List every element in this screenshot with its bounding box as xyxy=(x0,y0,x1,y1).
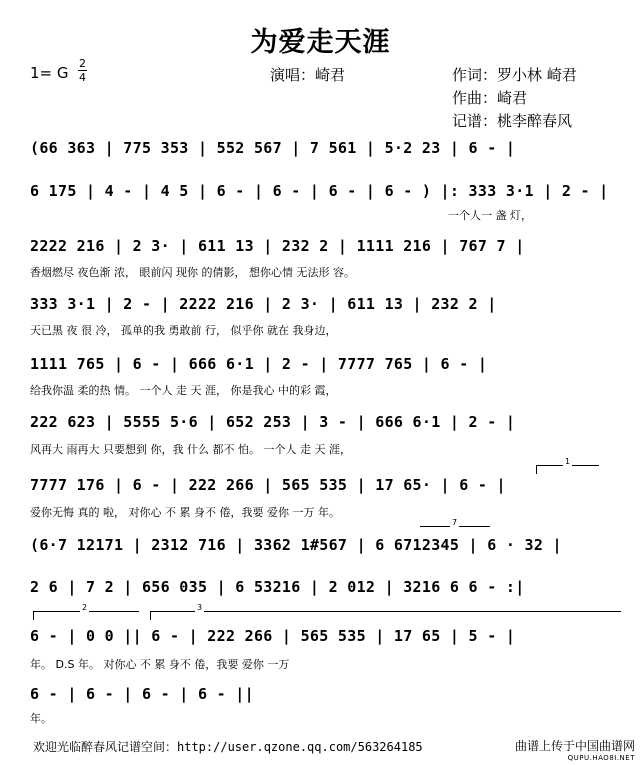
lyric-row-11: 年。 xyxy=(30,712,52,725)
volta-7 xyxy=(420,518,490,535)
volta-label: 1 xyxy=(565,457,571,466)
score-row-2: 6 175 | 4 - | 4 5 | 6 - | 6 - | 6 - | 6 - ) |: 333 3·1 | 2 - | xyxy=(30,182,609,200)
watermark-line2: QUPU.HAO8I.NET xyxy=(567,754,635,762)
time-signature xyxy=(78,58,87,83)
lyric-row-4: 天已黑 夜 很 冷， 孤单的我 勇敢前 行， 似乎你 就在 我身边， xyxy=(30,324,337,337)
volta-label: 7 xyxy=(452,518,458,527)
watermark-line1: 曲谱上传于中国曲谱网 xyxy=(514,739,635,753)
singer-credit: 演唱：崎君 xyxy=(270,66,346,84)
volta-2 xyxy=(33,603,139,620)
volta-1 xyxy=(536,457,599,474)
footer-text: 欢迎光临醉春风记谱空间：http://user.qzone.qq.com/563264185 xyxy=(33,740,423,754)
lyric-row-5: 给我你温 柔的热 情。 一个人 走 天 涯， 你是我心 中的彩 霞， xyxy=(30,384,337,397)
lyric-row-7: 爱你无悔 真的 啦， 对你心 不 累 身不 倦，我要 爱你 一万 年。 xyxy=(30,506,340,519)
score-row-1: (66 363 | 775 353 | 552 567 | 7 561 | 5·2 23 | 6 - | xyxy=(30,139,516,157)
lyricist-credit: 作词：罗小林 崎君 xyxy=(452,66,577,84)
score-row-7: 7777 176 | 6 - | 222 266 | 565 535 | 17 65· | 6 - | xyxy=(30,476,506,494)
lyric-row-10: 年。 D.S 年。 对你心 不 累 身不 倦，我要 爱你 一万 xyxy=(30,658,290,671)
score-row-11: 6 - | 6 - | 6 - | 6 - || xyxy=(30,685,254,703)
score-row-10: 6 - | 0 0 || 6 - | 222 266 | 565 535 | 17 65 | 5 - | xyxy=(30,627,516,645)
score-row-8: (6·7 12171 | 2312 716 | 3362 1#567 | 6 6712345 | 6 · 32 | xyxy=(30,536,562,554)
time-top: 2 xyxy=(79,57,86,70)
volta-3 xyxy=(150,603,621,620)
page-title: 为爱走天涯 xyxy=(250,27,391,58)
volta-label: 3 xyxy=(197,603,203,612)
transcriber-credit: 记谱：桃李醉春风 xyxy=(452,112,573,130)
lyric-row-2: 一个人一 盏 灯， xyxy=(448,209,532,222)
time-bottom: 4 xyxy=(79,71,86,84)
score-row-6: 222 623 | 5555 5·6 | 652 253 | 3 - | 666 6·1 | 2 - | xyxy=(30,413,516,431)
score-row-9: 2 6 | 7 2 | 656 035 | 6 53216 | 2 012 | 3216 6 6 - :| xyxy=(30,578,525,596)
watermark xyxy=(515,740,635,764)
lyric-row-3: 香烟燃尽 夜色渐 浓， 眼前闪 现你 的倩影， 想你心情 无法形 容。 xyxy=(30,266,355,279)
score-row-5: 1111 765 | 6 - | 666 6·1 | 2 - | 7777 765 | 6 - | xyxy=(30,355,488,373)
score-row-4: 333 3·1 | 2 - | 2222 216 | 2 3· | 611 13 | 232 2 | xyxy=(30,295,497,313)
composer-credit: 作曲：崎君 xyxy=(452,89,528,107)
volta-label: 2 xyxy=(82,603,88,612)
lyric-row-6: 风再大 雨再大 只要想到 你，我 什么 都不 怕。 一个人 走 天 涯， xyxy=(30,443,351,456)
score-row-3: 2222 216 | 2 3· | 611 13 | 232 2 | 1111 216 | 767 7 | xyxy=(30,237,525,255)
key-signature: 1= G xyxy=(30,64,69,82)
